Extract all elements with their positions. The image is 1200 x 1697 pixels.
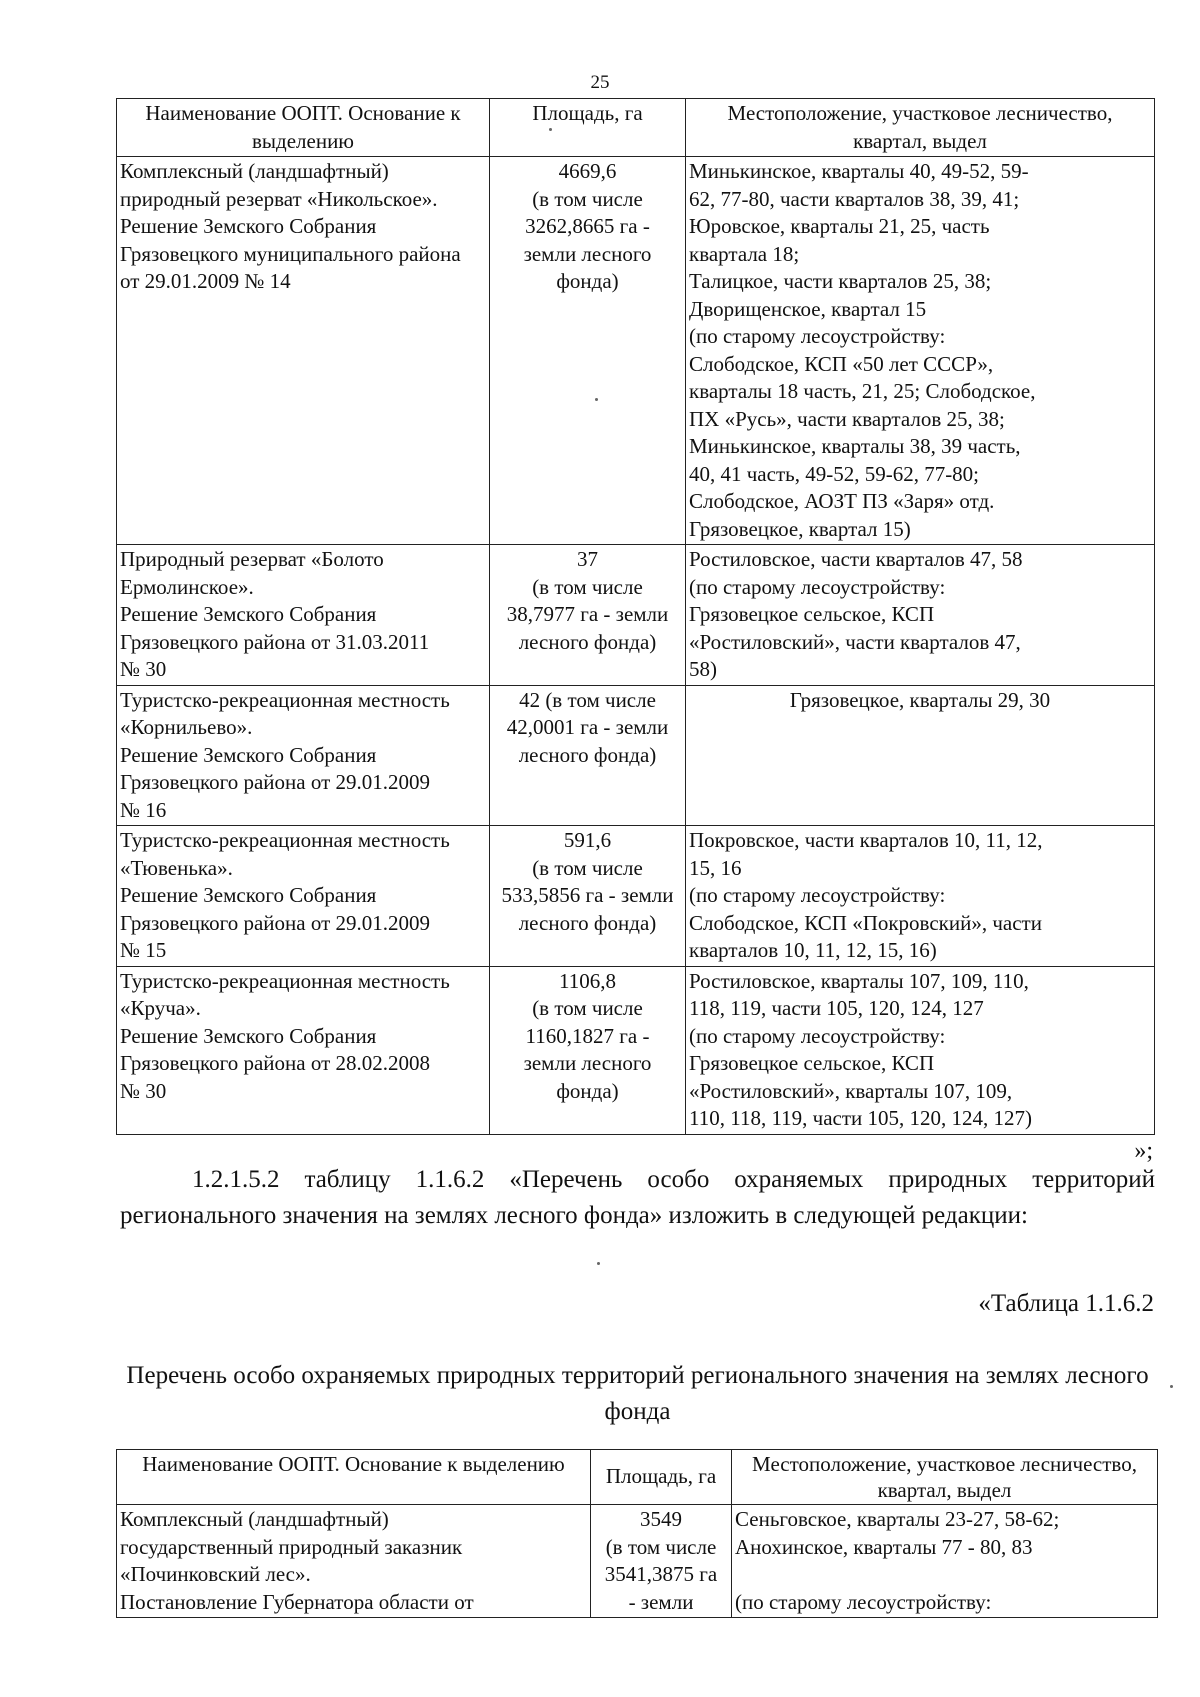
cell-area: 591,6 (в том числе 533,5856 га - земли лесного фонда) — [490, 826, 686, 967]
header-name: Наименование ООПТ. Основание к выделению — [117, 1450, 591, 1505]
table-header-row — [117, 99, 1155, 157]
scan-speck — [1170, 1385, 1173, 1388]
scan-speck — [549, 128, 552, 131]
table-title: Перечень особо охраняемых природных территорий регионального значения на землях лесного фонда — [126, 1362, 1149, 1425]
scan-speck — [597, 1262, 600, 1265]
header-area: Площадь, га — [591, 1450, 732, 1505]
cell-area: 4669,6 (в том числе 3262,8665 га - земли лесного фонда) — [490, 157, 686, 545]
table-header-row — [117, 1450, 1158, 1505]
cell-location: Покровское, части кварталов 10, 11, 12, 15, 16 (по старому лесоустройству: Слободское, КСП «Покровский», части кварталов 10, 11, 12, 15, 16) — [686, 826, 1155, 967]
header-location: Местоположение, участковое лесничество, квартал, выдел — [732, 1450, 1158, 1505]
cell-location: Сеньговское, кварталы 23-27, 58-62; Анохинское, кварталы 77 - 80, 83 (по старому лесоустройству: — [732, 1505, 1158, 1618]
oopt-table-1 — [116, 98, 1155, 1135]
cell-name: Комплексный (ландшафтный) природный резерват «Никольское». Решение Земского Собрания Грязовецкого муниципального района от 29.01.2009 № 14 — [117, 157, 490, 545]
page-number: 25 — [590, 72, 610, 93]
cell-location: Грязовецкое, кварталы 29, 30 — [686, 685, 1155, 826]
cell-area: 3549 (в том числе 3541,3875 га - земли — [591, 1505, 732, 1618]
cell-name: Туристско-рекреационная местность «Тювенька». Решение Земского Собрания Грязовецкого района от 29.01.2009 № 15 — [117, 826, 490, 967]
table-row — [117, 826, 1155, 967]
table-row — [117, 545, 1155, 686]
table-row — [117, 685, 1155, 826]
cell-area: 1106,8 (в том числе 1160,1827 га - земли лесного фонда) — [490, 966, 686, 1134]
cell-name: Комплексный (ландшафтный) государственный природный заказник «Починковский лес». Постановление Губернатора области от — [117, 1505, 591, 1618]
table-caption: «Таблица 1.1.6.2 — [978, 1290, 1154, 1317]
cell-name: Туристско-рекреационная местность «Корнильево». Решение Земского Собрания Грязовецкого района от 29.01.2009 № 16 — [117, 685, 490, 826]
cell-area: 37 (в том числе 38,7977 га - земли лесного фонда) — [490, 545, 686, 686]
cell-location: Минькинское, кварталы 40, 49-52, 59- 62, 77-80, части кварталов 38, 39, 41; Юровское, кварталы 21, 25, часть квартала 18; Талицкое, части кварталов 25, 38; Дворищенское, квартал 15 (по старому лесоустройству: Слободское, КСП «50 лет СССР», кварталы 18 часть, 21, 25; Слободское, ПХ «Русь», части кварталов 25, 38; Минькинское, кварталы 38, 39 часть, 40, 41 часть, 49-52, 59-62, 77-80; Слободское, АОЗТ ПЗ «Заря» отд. Грязовецкое, квартал 15) — [686, 157, 1155, 545]
table-row — [117, 157, 1155, 545]
header-name: Наименование ООПТ. Основание к выделению — [117, 99, 490, 157]
header-location: Местоположение, участковое лесничество, квартал, выдел — [686, 99, 1155, 157]
table-row — [117, 1505, 1158, 1618]
cell-location: Ростиловское, кварталы 107, 109, 110, 118, 119, части 105, 120, 124, 127 (по старому лесоустройству: Грязовецкое сельское, КСП «Ростиловский», кварталы 107, 109, 110, 118, 119, части 105, 120, 124, 127) — [686, 966, 1155, 1134]
scan-speck — [595, 398, 598, 401]
cell-name: Туристско-рекреационная местность «Круча». Решение Земского Собрания Грязовецкого района от 28.02.2008 № 30 — [117, 966, 490, 1134]
oopt-table-2 — [116, 1449, 1158, 1618]
cell-name: Природный резерват «Болото Ермолинское». Решение Земского Собрания Грязовецкого района от 31.03.2011 № 30 — [117, 545, 490, 686]
amendment-paragraph: 1.2.1.5.2 таблицу 1.1.6.2 «Перечень особо охраняемых природных территорий регионального значения на землях лесного фонда» изложить в следующей редакции: — [120, 1166, 1155, 1229]
table-row — [117, 966, 1155, 1134]
header-area: Площадь, га — [490, 99, 686, 157]
cell-area: 42 (в том числе 42,0001 га - земли лесного фонда) — [490, 685, 686, 826]
closing-quote: »; — [1134, 1138, 1153, 1164]
cell-location: Ростиловское, части кварталов 47, 58 (по старому лесоустройству: Грязовецкое сельское, КСП «Ростиловский», части кварталов 47, 58) — [686, 545, 1155, 686]
